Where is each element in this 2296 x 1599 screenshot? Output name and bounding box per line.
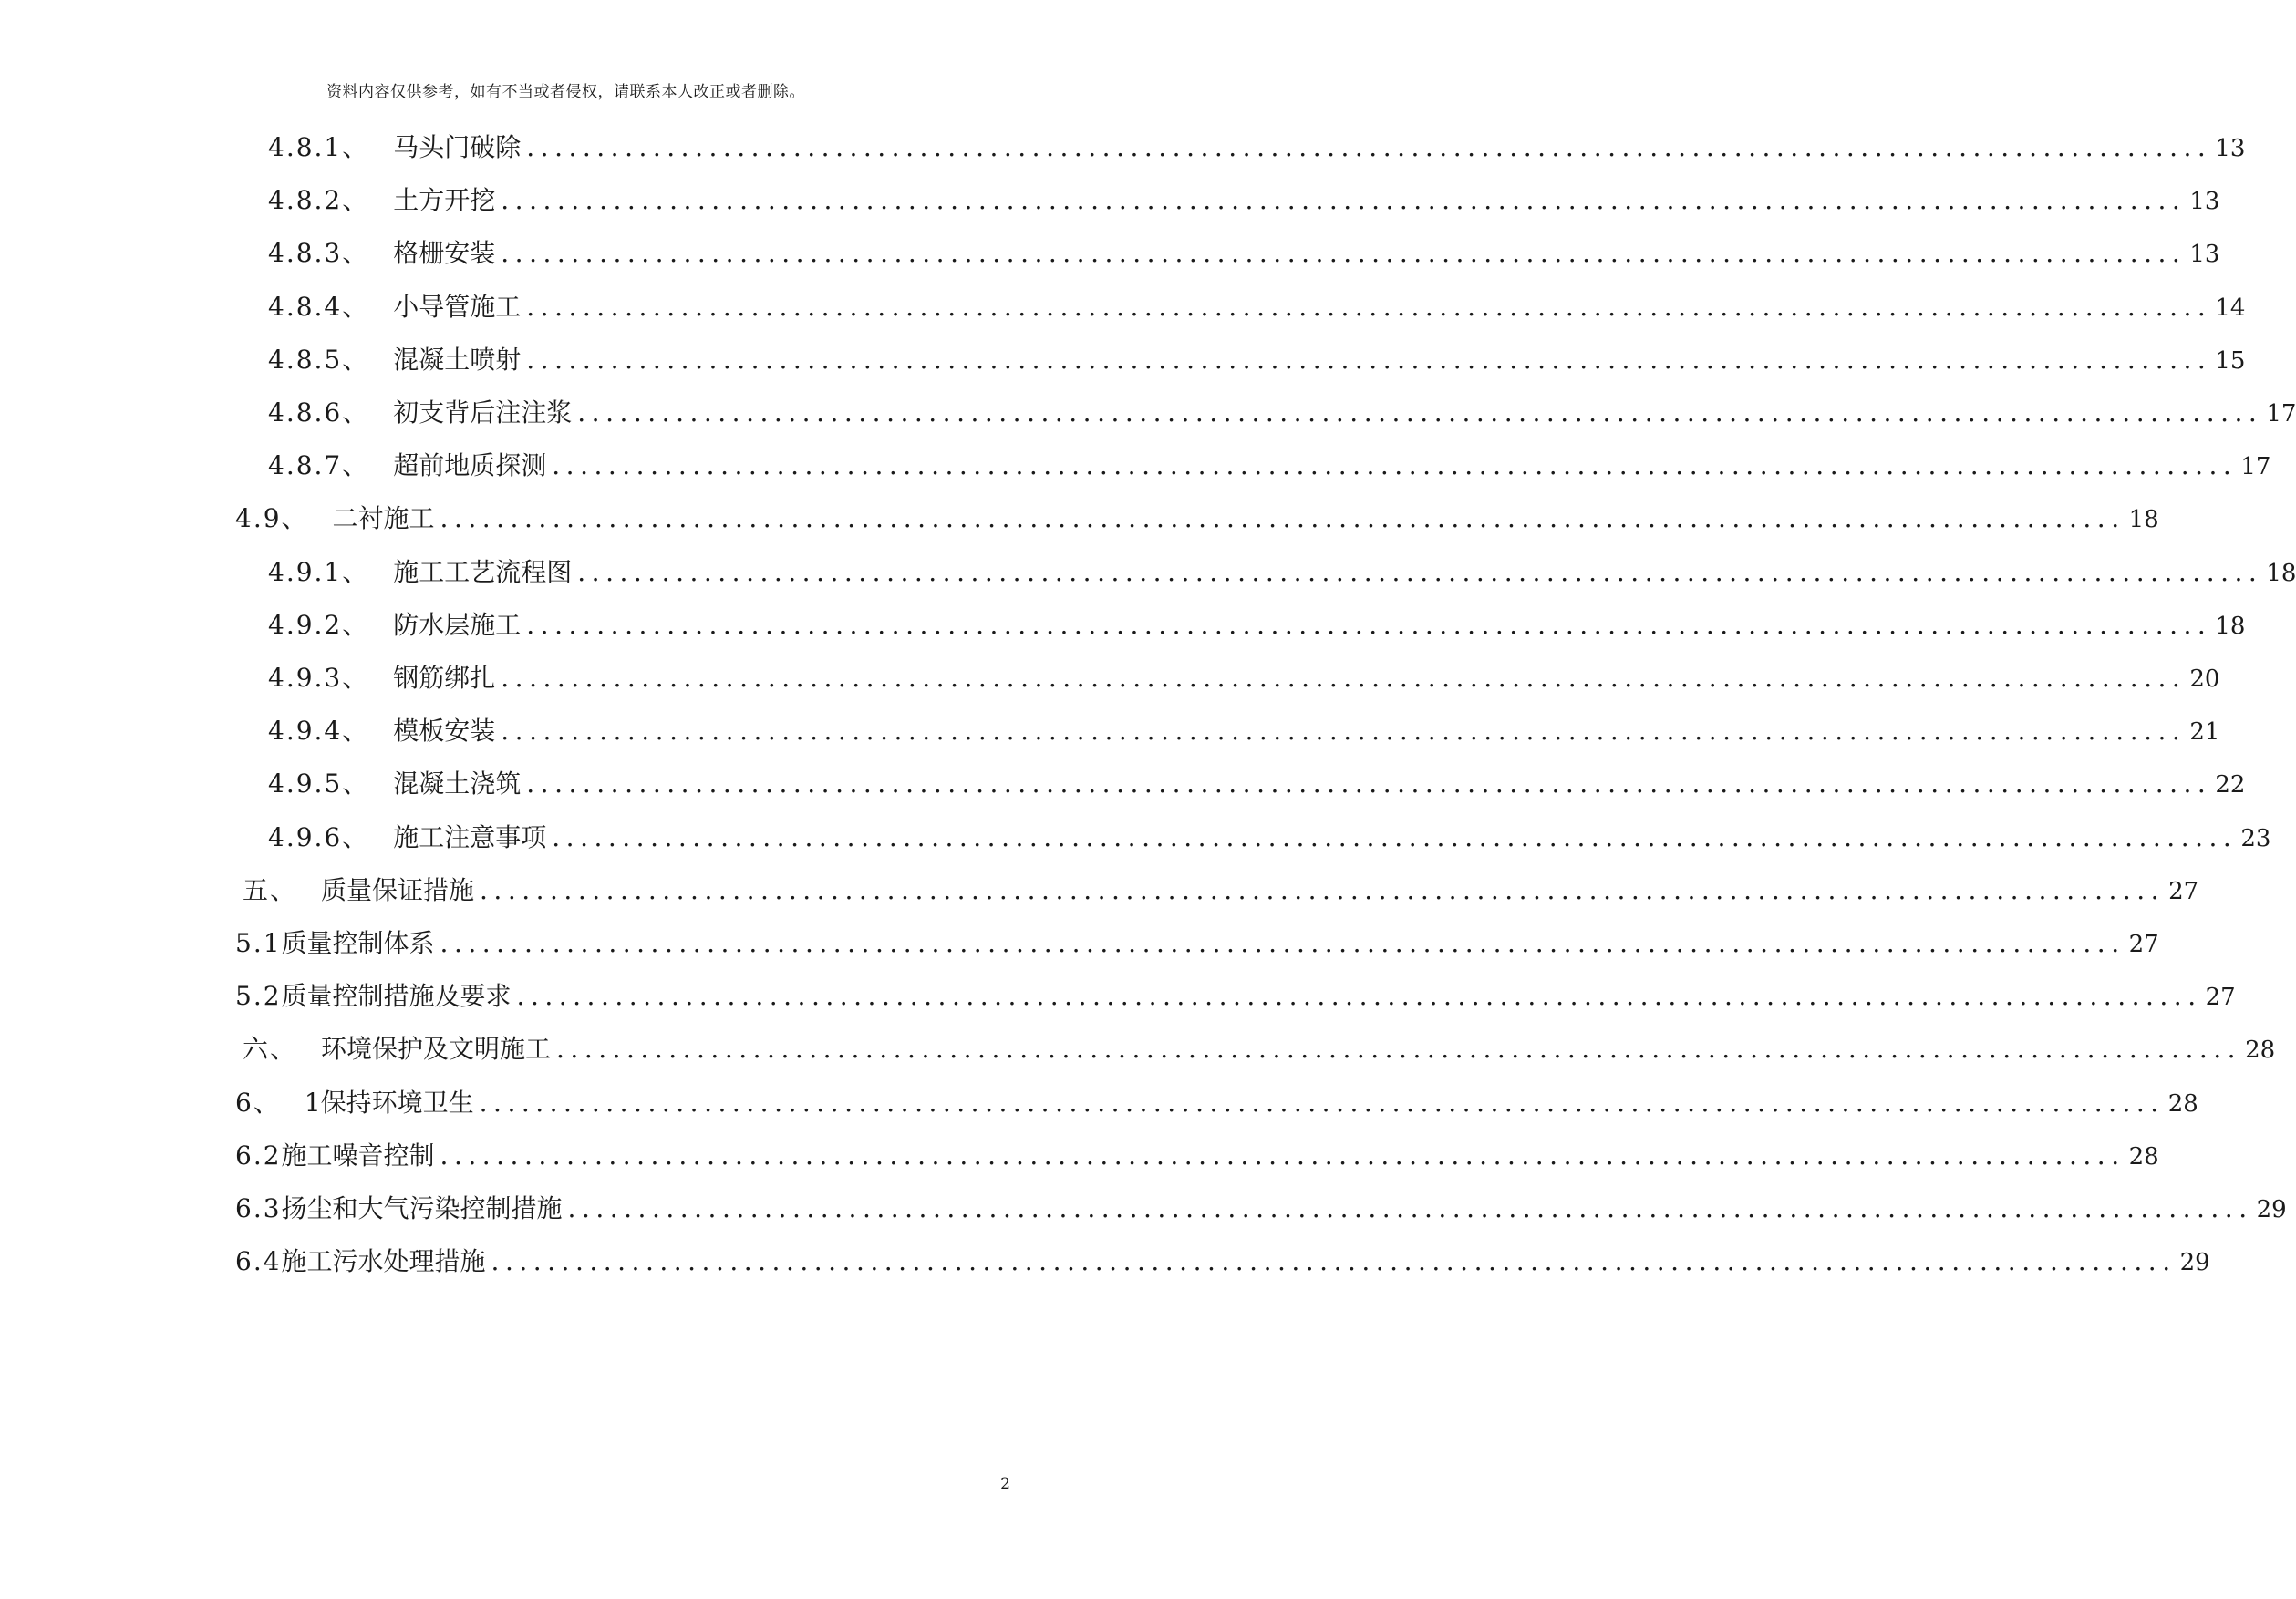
toc-entry-number: 5.1: [235, 928, 282, 958]
toc-entry-number: 五、: [243, 874, 298, 905]
toc-entry-title: 质量控制措施及要求: [281, 981, 512, 1012]
toc-entry[interactable]: [268, 237, 2220, 270]
toc-dot-leader: ........................................................................................................................: [526, 609, 2212, 640]
toc-entry-number: 4.8.3、: [268, 238, 370, 269]
toc-entry-page: 28: [2245, 1037, 2276, 1065]
toc-entry-page: 29: [2179, 1249, 2210, 1277]
toc-entry-title: 环境保护及文明施工: [321, 1034, 552, 1065]
toc-entry-gap: [369, 609, 393, 642]
toc-entry-gap: [309, 502, 333, 535]
toc-entry-number: 4.9.5、: [268, 769, 370, 800]
toc-entry-number: 6、: [235, 1087, 281, 1118]
toc-entry[interactable]: [268, 609, 2246, 642]
toc-entry-page: 27: [2205, 984, 2236, 1012]
toc-entry[interactable]: [235, 1140, 2159, 1172]
toc-entry-title: 土方开挖: [393, 185, 496, 216]
toc-entry-gap: [369, 344, 393, 377]
toc-entry-gap: [369, 131, 393, 164]
toc-dot-leader: ........................................................................................................................: [526, 769, 2212, 800]
toc-entry-title: 质量保证措施: [321, 874, 475, 905]
toc-dot-leader: ........................................................................................................................: [501, 238, 2187, 269]
toc-dot-leader: ........................................................................................................................: [556, 1034, 2242, 1065]
toc-entry[interactable]: [268, 291, 2246, 324]
toc-entry-page: 13: [2189, 241, 2220, 269]
toc-entry[interactable]: [243, 874, 2199, 907]
toc-entry-title: 扬尘和大气污染控制措施: [281, 1193, 563, 1223]
toc-entry[interactable]: [235, 1245, 2210, 1278]
toc-entry-page: 29: [2256, 1196, 2287, 1223]
toc-dot-leader: ........................................................................................................................: [526, 291, 2212, 322]
toc-dot-leader: ........................................................................................................................: [480, 874, 2166, 905]
toc-dot-leader: ........................................................................................................................: [552, 450, 2238, 481]
toc-entry-title: 混凝土浇筑: [393, 769, 522, 800]
toc-entry[interactable]: [243, 1033, 2276, 1066]
toc-entry-gap: [369, 768, 393, 800]
toc-entry-title: 防水层施工: [393, 609, 522, 640]
toc-entry-title: 1保持环境卫生: [304, 1087, 474, 1118]
toc-entry-page: 13: [2215, 135, 2246, 162]
toc-entry-title: 格栅安装: [393, 238, 496, 269]
toc-entry-title: 施工污水处理措施: [281, 1246, 486, 1277]
toc-entry-number: 六、: [243, 1034, 298, 1065]
toc-entry-number: 6.3: [235, 1193, 282, 1223]
toc-entry[interactable]: [235, 927, 2159, 960]
toc-entry-title: 施工工艺流程图: [393, 556, 573, 587]
toc-entry[interactable]: [268, 556, 2296, 589]
toc-entry[interactable]: [235, 502, 2159, 535]
toc-entry-gap: [281, 1087, 305, 1119]
toc-dot-leader: ........................................................................................................................: [501, 663, 2187, 693]
toc-entry-page: 21: [2189, 718, 2220, 747]
toc-entry[interactable]: [268, 131, 2246, 164]
toc-entry-number: 4.8.1、: [268, 132, 370, 162]
toc-entry-title: 二衬施工: [332, 503, 435, 534]
toc-entry-page: 13: [2189, 188, 2220, 216]
toc-entry-number: 4.8.2、: [268, 185, 370, 216]
toc-dot-leader: ........................................................................................................................: [526, 132, 2212, 162]
toc-dot-leader: ........................................................................................................................: [577, 556, 2263, 587]
page-number: 2: [1000, 1475, 1010, 1493]
toc-entry-number: 4.9.3、: [268, 663, 370, 693]
toc-entry-number: 4.8.4、: [268, 291, 370, 322]
toc-entry-number: 4.8.7、: [268, 450, 370, 481]
toc-entry-page: 18: [2215, 612, 2246, 640]
toc-entry[interactable]: [268, 768, 2246, 800]
toc-entry-number: 4.9.4、: [268, 716, 370, 747]
toc-entry-number: 6.4: [235, 1246, 282, 1277]
toc-entry-number: 4.8.5、: [268, 344, 370, 375]
toc-dot-leader: ........................................................................................................................: [501, 716, 2187, 747]
toc-entry-gap: [369, 397, 393, 429]
toc-entry-number: 5.2: [235, 981, 282, 1012]
toc-entry-gap: [297, 874, 321, 907]
toc-dot-leader: ........................................................................................................................: [440, 503, 2125, 534]
toc-entry[interactable]: [268, 449, 2271, 482]
disclaimer-header: 资料内容仅供参考，如有不当或者侵权，请联系本人改正或者删除。: [326, 83, 805, 101]
toc-entry-gap: [369, 821, 393, 854]
toc-entry-page: 27: [2168, 877, 2199, 905]
toc-entry-page: 17: [2266, 400, 2296, 428]
toc-dot-leader: ........................................................................................................................: [516, 981, 2202, 1012]
toc-entry[interactable]: [268, 821, 2271, 854]
toc-dot-leader: ........................................................................................................................: [479, 1087, 2165, 1118]
toc-entry[interactable]: [268, 662, 2220, 695]
toc-entry-page: 14: [2215, 294, 2246, 322]
toc-entry[interactable]: [268, 397, 2296, 429]
toc-entry-gap: [369, 449, 393, 482]
toc-entry-gap: [369, 291, 393, 324]
toc-entry[interactable]: [235, 1087, 2198, 1119]
toc-entry-title: 钢筋绑扎: [393, 663, 496, 693]
toc-entry-page: 18: [2266, 559, 2296, 587]
toc-entry-page: 28: [2128, 1142, 2159, 1171]
toc-entry-gap: [369, 237, 393, 270]
toc-entry-title: 混凝土喷射: [393, 344, 522, 375]
toc-dot-leader: ........................................................................................................................: [491, 1246, 2177, 1277]
toc-entry-title: 模板安装: [393, 716, 496, 747]
toc-entry-title: 小导管施工: [393, 291, 522, 322]
toc-entry-page: 22: [2215, 771, 2246, 800]
toc-entry-number: 4.9.6、: [268, 821, 370, 852]
toc-entry-page: 28: [2167, 1089, 2198, 1118]
toc-entry[interactable]: [268, 715, 2220, 748]
toc-entry-number: 4.9.2、: [268, 609, 370, 640]
toc-dot-leader: ........................................................................................................................: [567, 1193, 2253, 1223]
toc-entry[interactable]: [235, 1192, 2287, 1225]
toc-entry-number: 4.9.1、: [268, 556, 370, 587]
toc-entry-page: 18: [2128, 506, 2159, 534]
toc-entry-title: 马头门破除: [393, 132, 522, 162]
toc-entry-title: 施工噪音控制: [281, 1140, 435, 1171]
toc-entry-number: 4.9、: [235, 503, 309, 534]
toc-entry-title: 超前地质探测: [393, 450, 547, 481]
toc-entry-number: 4.8.6、: [268, 397, 370, 428]
toc-entry[interactable]: [268, 344, 2246, 377]
toc-entry[interactable]: [268, 184, 2220, 217]
toc-entry-page: 20: [2189, 665, 2220, 693]
toc-entry-number: 6.2: [235, 1140, 282, 1171]
toc-entry-page: 27: [2128, 931, 2159, 958]
toc-entry-gap: [369, 715, 393, 748]
toc-entry-page: 23: [2240, 824, 2271, 852]
toc-entry-page: 17: [2240, 453, 2271, 481]
toc-entry-page: 15: [2215, 346, 2246, 375]
toc-entry-gap: [369, 556, 393, 589]
toc-entry-gap: [297, 1033, 321, 1066]
toc-entry-gap: [369, 662, 393, 695]
toc-entry[interactable]: [235, 980, 2236, 1013]
toc-dot-leader: ........................................................................................................................: [552, 821, 2238, 852]
toc-entry-title: 施工注意事项: [393, 821, 547, 852]
toc-dot-leader: ........................................................................................................................: [501, 185, 2187, 216]
toc-dot-leader: ........................................................................................................................: [440, 928, 2125, 958]
toc-entry-title: 质量控制体系: [281, 928, 435, 958]
toc-dot-leader: ........................................................................................................................: [440, 1140, 2125, 1171]
toc-dot-leader: ........................................................................................................................: [577, 397, 2263, 428]
toc-dot-leader: ........................................................................................................................: [526, 344, 2212, 375]
toc-entry-title: 初支背后注注浆: [393, 397, 573, 428]
toc-entry-gap: [369, 184, 393, 217]
